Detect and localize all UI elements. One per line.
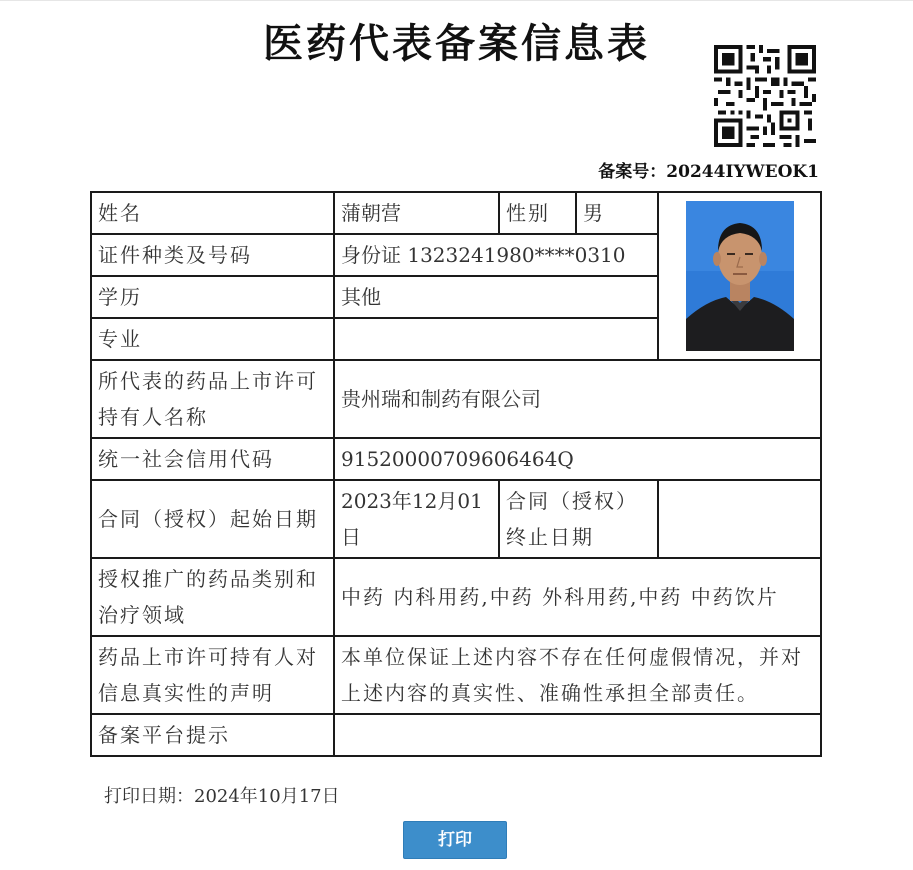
info-table: [90, 191, 822, 757]
major-label: 专业: [91, 318, 334, 360]
record-number-value: 20244IYWEOK1: [666, 162, 819, 182]
row-credit-code: [91, 438, 821, 480]
row-statement: [91, 636, 821, 714]
qr-code-icon: [714, 45, 816, 147]
print-date-value: 2024年10月17日: [194, 786, 340, 807]
photo-cell: [658, 192, 821, 360]
row-contract: [91, 480, 821, 558]
person-photo: [686, 201, 794, 351]
platform-tip-label: 备案平台提示: [91, 714, 334, 756]
name-label: 姓名: [91, 192, 334, 234]
contract-start-label: 合同（授权）起始日期: [91, 480, 334, 558]
statement-label: 药品上市许可持有人对信息真实性的声明: [91, 636, 334, 714]
major-value: [334, 318, 658, 360]
education-label: 学历: [91, 276, 334, 318]
gender-value: 男: [576, 192, 658, 234]
category-label: 授权推广的药品类别和治疗领域: [91, 558, 334, 636]
print-date: [104, 784, 340, 810]
top-divider: [0, 0, 913, 1]
row-platform-tip: [91, 714, 821, 756]
id-label: 证件种类及号码: [91, 234, 334, 276]
id-value: 身份证 1323241980****0310: [334, 234, 658, 276]
platform-tip-value: [334, 714, 821, 756]
holder-label: 所代表的药品上市许可持有人名称: [91, 360, 334, 438]
contract-end-value: [658, 480, 821, 558]
row-holder: [91, 360, 821, 438]
credit-code-value: 91520000709606464Q: [334, 438, 821, 480]
education-value: 其他: [334, 276, 658, 318]
record-number: [598, 160, 819, 184]
page-title: 医药代表备案信息表: [263, 20, 650, 67]
credit-code-label: 统一社会信用代码: [91, 438, 334, 480]
print-button[interactable]: 打印: [403, 821, 507, 859]
row-category: [91, 558, 821, 636]
holder-value: 贵州瑞和制药有限公司: [334, 360, 821, 438]
statement-value: 本单位保证上述内容不存在任何虚假情况，并对上述内容的真实性、准确性承担全部责任。: [334, 636, 821, 714]
print-date-label: 打印日期：: [104, 786, 194, 807]
name-value: 蒲朝营: [334, 192, 499, 234]
contract-end-label: 合同（授权）终止日期: [499, 480, 658, 558]
gender-label: 性别: [499, 192, 576, 234]
contract-start-value: 2023年12月01日: [334, 480, 499, 558]
record-number-label: 备案号：: [598, 162, 667, 182]
category-value: 中药 内科用药,中药 外科用药,中药 中药饮片: [334, 558, 821, 636]
row-name: [91, 192, 821, 234]
